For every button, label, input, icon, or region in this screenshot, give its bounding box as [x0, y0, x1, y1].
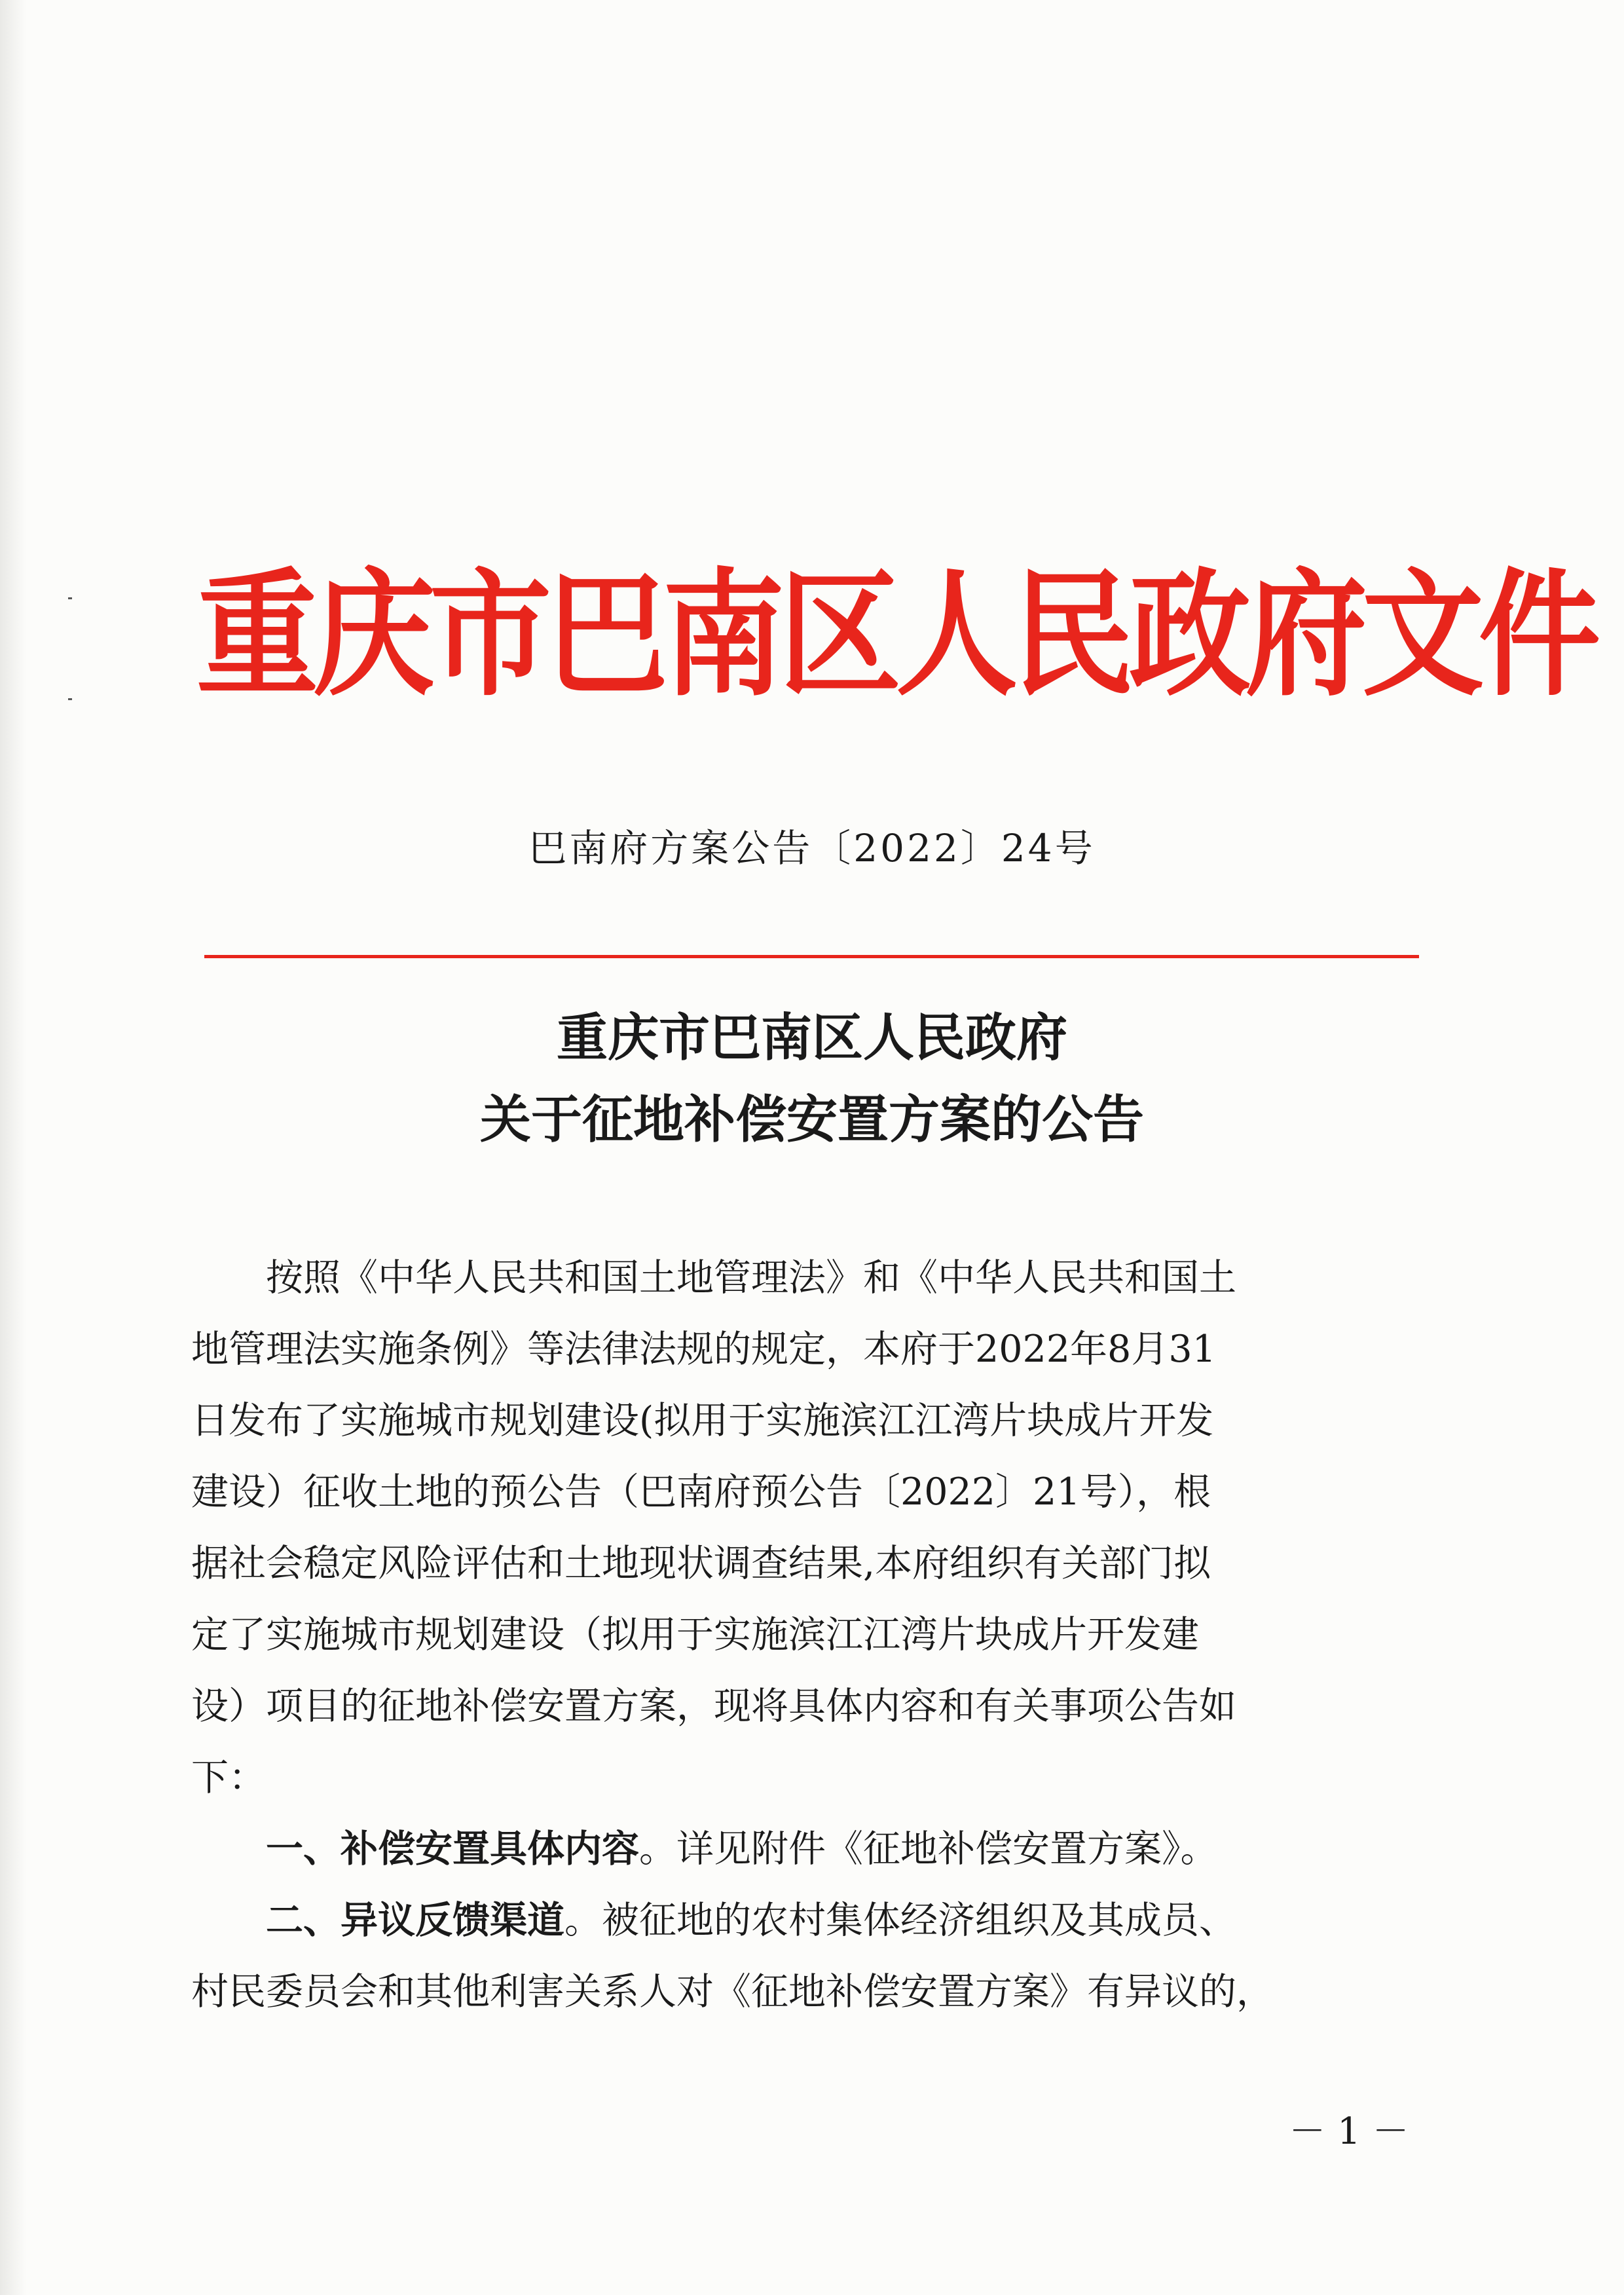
- section-two-heading: 二、异议反馈渠道: [191, 1899, 564, 1942]
- red-divider-line: [204, 955, 1419, 958]
- notice-title-line2: 关于征地补偿安置方案的公告: [479, 1091, 1144, 1149]
- section-one: [191, 1814, 1403, 1885]
- notice-title-line1: 重庆市巴南区人民政府: [556, 1009, 1067, 1068]
- section-one-heading: 一、补偿安置具体内容: [191, 1827, 639, 1871]
- section-two-text: 。被征地的农村集体经济组织及其成员、: [564, 1899, 1236, 1942]
- section-one-text: 。详见附件《征地补偿安置方案》。: [639, 1827, 1218, 1871]
- issuer-red-header: 重庆市巴南区人民政府文件: [196, 555, 1596, 715]
- body-line: 按照《中华人民共和国土地管理法》和《中华人民共和国土: [191, 1256, 1236, 1299]
- page-number: － 1 －: [1289, 2110, 1409, 2153]
- section-two-continuation: 村民委员会和其他利害关系人对《征地补偿安置方案》有异议的，: [191, 1970, 1274, 2013]
- body-line: 建设）征收土地的预公告（巴南府预公告〔2022〕21号），根: [191, 1470, 1211, 1514]
- scan-mark: [68, 597, 72, 599]
- body-line: 下：: [191, 1756, 266, 1799]
- body-line: 地管理法实施条例》等法律法规的规定，本府于2022年8月31: [191, 1328, 1216, 1371]
- body-line: 定了实施城市规划建设（拟用于实施滨江江湾片块成片开发建: [191, 1613, 1199, 1656]
- scan-mark: [68, 698, 72, 700]
- body-line: 日发布了实施城市规划建设(拟用于实施滨江江湾片块成片开发: [191, 1399, 1214, 1442]
- section-two: [191, 1885, 1403, 1956]
- body-line: 设）项目的征地补偿安置方案，现将具体内容和有关事项公告如: [191, 1685, 1236, 1728]
- document-number: 巴南府方案公告〔2022〕24号: [528, 826, 1096, 870]
- body-line: 据社会稳定风险评估和土地现状调查结果,本府组织有关部门拟: [191, 1542, 1211, 1585]
